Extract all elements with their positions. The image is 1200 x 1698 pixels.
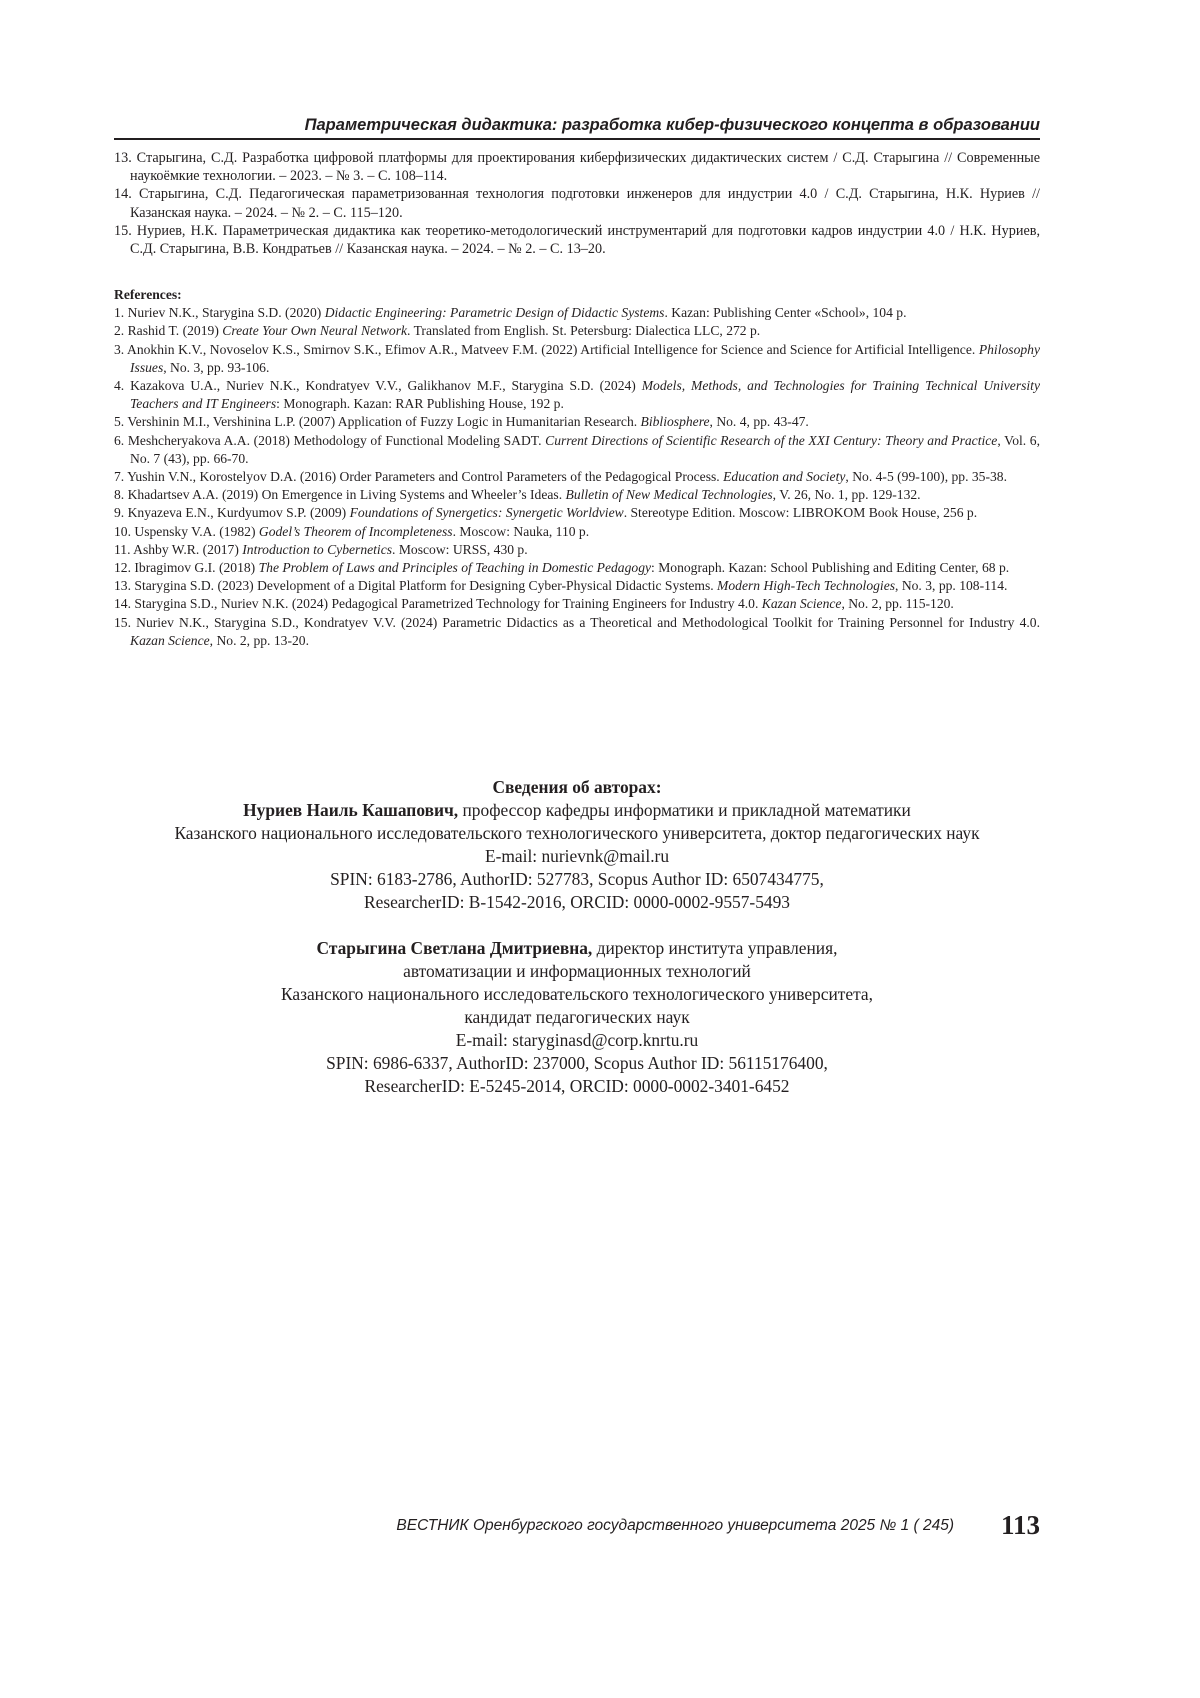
reference-ru-item: 14. Старыгина, С.Д. Педагогическая параметризованная технология подготовки инженеров для индустрии 4.0 / С.Д. Старыгина, Н.К. Нуриев // Казанская наука. – 2024. – № 2. – С. 115–120. (114, 186, 1040, 221)
author-info (114, 776, 1040, 1098)
author2-institute: автоматизации и информационных технологий (403, 961, 751, 981)
reference-en-item: 13. Starygina S.D. (2023) Development of a Digital Platform for Designing Cyber-Physical Didactic Systems. Modern High-Tech Technologies, No. 3, pp. 108-114. (114, 578, 1008, 594)
reference-ru-item: 15. Нуриев, Н.К. Параметрическая дидактика как теоретико-методологический инструментарий для подготовки кадров индустрии 4.0 / Н.К. Нуриев, С.Д. Старыгина, В.В. Кондратьев // Казанская наука. – 2024. – № 2. – С. 13–20. (114, 222, 1040, 258)
reference-en-item: 11. Ashby W.R. (2017) Introduction to Cybernetics. Moscow: URSS, 430 p. (114, 541, 528, 557)
author2-affiliation-line: Старыгина Светлана Дмитриевна, директор института управления, (316, 938, 838, 958)
reference-en-item: 14. Starygina S.D., Nuriev N.K. (2024) Pedagogical Parametrized Technology for Training Engineers for Industry 4.0. Kazan Science, No. 2, pp. 115-120. (114, 596, 954, 612)
author2-university: Казанского национального исследовательского технологического университета, (281, 984, 873, 1004)
author2-name: Старыгина Светлана Дмитриевна, (316, 938, 593, 958)
reference-en-item: 10. Uspensky V.A. (1982) Godel’s Theorem of Incompleteness. Moscow: Nauka, 110 p. (114, 523, 590, 539)
references-ru (114, 149, 1040, 258)
page-footer (114, 1510, 1040, 1540)
reference-en-item: 9. Knyazeva E.N., Kurdyumov S.P. (2009) Foundations of Synergetics: Synergetic Worldview. Stereotype Edition. Moscow: LIBROKOM Book House, 256 p. (114, 505, 978, 521)
header-rule (114, 138, 1040, 140)
author1-name: Нуриев Наиль Кашапович, (243, 800, 459, 820)
reference-en-item: 8. Khadartsev A.A. (2019) On Emergence in Living Systems and Wheeler’s Ideas. Bulletin of New Medical Technologies, V. 26, No. 1, pp. 129-132. (114, 487, 921, 503)
reference-en-item: 15. Nuriev N.K., Starygina S.D., Kondratyev V.V. (2024) Parametric Didactics as a Theoretical and Methodological Toolkit for Training Personnel for Industry 4.0. Kazan Science, No. 2, pp. 13-20. (114, 614, 1040, 648)
reference-en-item: 6. Meshcheryakova A.A. (2018) Methodology of Functional Modeling SADT. Current Directions of Scientific Research of the XXI Century: Theory and Practice, Vol. 6, No. 7 (43), pp. 66-70. (114, 432, 1040, 466)
author1-orcid: ResearcherID: B-1542-2016, ORCID: 0000-0002-9557-5493 (364, 892, 790, 912)
references-en-list (114, 304, 1040, 650)
reference-en-item: 7. Yushin V.N., Korostelyov D.A. (2016) Order Parameters and Control Parameters of the Pedagogical Process. Education and Society, No. 4-5 (99-100), pp. 35-38. (114, 469, 1007, 485)
reference-en-item: 3. Anokhin K.V., Novoselov K.S., Smirnov S.K., Efimov A.R., Matveev F.M. (2022) Artificial Intelligence for Science and Science for Artificial Intelligence. Philosophy Issues, No. 3, pp. 93-106. (114, 341, 1040, 375)
reference-en-item: 2. Rashid T. (2019) Create Your Own Neural Network. Translated from English. St. Petersburg: Dialectica LLC, 272 p. (114, 323, 761, 339)
page-number: 113 (1000, 1510, 1040, 1540)
author1-ids: SPIN: 6183-2786, AuthorID: 527783, Scopus Author ID: 6507434775, (330, 869, 824, 889)
authors-heading: Сведения об авторах: (492, 777, 662, 797)
reference-en-item: 12. Ibragimov G.I. (2018) The Problem of Laws and Principles of Teaching in Domestic Pedagogy: Monograph. Kazan: School Publishing and Editing Center, 68 p. (114, 560, 1010, 576)
author2-email: E-mail: staryginasd@corp.knrtu.ru (455, 1030, 699, 1050)
author2-orcid: ResearcherID: E-5245-2014, ORCID: 0000-0002-3401-6452 (364, 1076, 790, 1096)
reference-en-item: 1. Nuriev N.K., Starygina S.D. (2020) Didactic Engineering: Parametric Design of Didactic Systems. Kazan: Publishing Center «School», 104 p. (114, 305, 907, 321)
author1-email: E-mail: nurievnk@mail.ru (484, 846, 670, 866)
references-heading: References: (114, 287, 182, 302)
author2-ids: SPIN: 6986-6337, AuthorID: 237000, Scopus Author ID: 56115176400, (326, 1053, 828, 1073)
author1-university: Казанского национального исследовательского технологического университета, доктор педагогических наук (174, 823, 980, 843)
author1-affiliation-line: Нуриев Наиль Кашапович, профессор кафедры информатики и прикладной математики (243, 800, 911, 820)
running-head: Параметрическая дидактика: разработка кибер-физического концепта в образовании (304, 116, 1040, 134)
author2-degree: кандидат педагогических наук (464, 1007, 690, 1027)
references-en (114, 286, 1040, 650)
reference-en-item: 4. Kazakova U.A., Nuriev N.K., Kondratyev V.V., Galikhanov M.F., Starygina S.D. (2024) Models, Methods, and Technologies for Training Technical University Teachers and IT Engineers: Monograph. Kazan: RAR Publishing House, 192 p. (114, 378, 1040, 412)
reference-ru-item: 13. Старыгина, С.Д. Разработка цифровой платформы для проектирования киберфизических дидактических систем / С.Д. Старыгина // Современные наукоёмкие технологии. – 2023. – № 3. – С. 108–114. (114, 150, 1040, 185)
footer-journal-title: ВЕСТНИК Оренбургского государственного университета 2025 № 1 ( 245) (396, 1517, 954, 1534)
reference-en-item: 5. Vershinin M.I., Vershinina L.P. (2007) Application of Fuzzy Logic in Humanitarian Research. Bibliosphere, No. 4, pp. 43-47. (114, 414, 809, 430)
